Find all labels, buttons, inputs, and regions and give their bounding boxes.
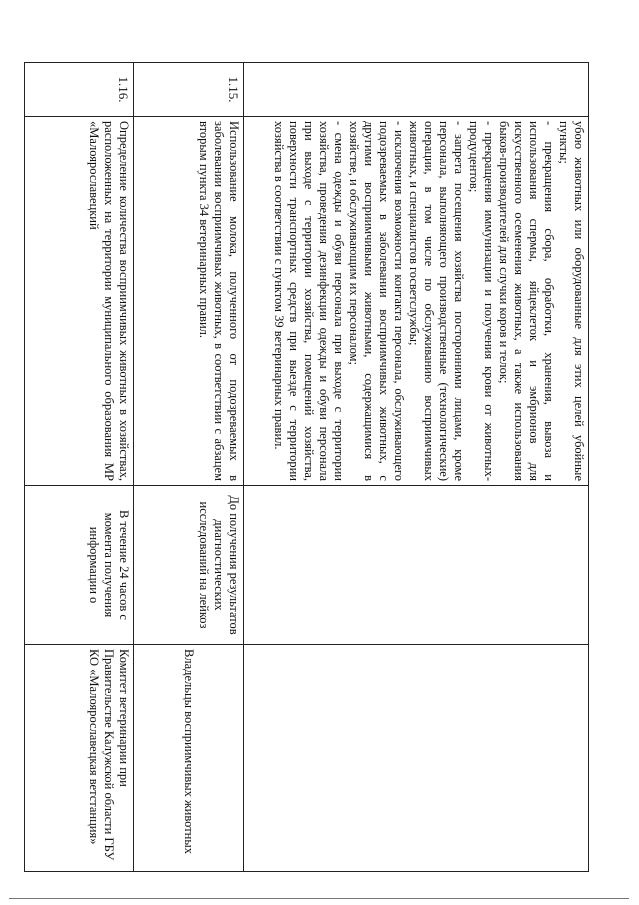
- action-text: - запрета посещения хозяйства посторонними лицами, кроме персонала, выполняющего производственные (технологические) операции, в том числе по обслуживанию восприимчивых животных, и специалистов госветслужбы;: [407, 121, 466, 481]
- term-cell: [244, 486, 589, 645]
- action-text: Определение количества восприимчивых животных в хозяйствах, расположенных на территории муниципального образования МР «Малоярославецкий: [87, 121, 131, 481]
- responsible-cell: Комитет ветеринарии при Правительстве Калужской области ГБУ КО «Малоярославецкая ветстанция»: [25, 645, 134, 872]
- table-row: [134, 63, 244, 872]
- action-text: - исключения возможности контакта персонала, обслуживающего подозреваемых в заболевании восприимчивых животных, с другими восприимчивыми животными, содержащимися в хозяйстве, и обслуживающим их персоналом;: [347, 121, 406, 481]
- table-row: [25, 63, 134, 872]
- row-number: 1.15.: [134, 63, 244, 117]
- measures-table: [24, 62, 589, 872]
- action-cell: [244, 117, 589, 486]
- row-number: [244, 63, 589, 117]
- action-text: Использование молока, полученного от подозреваемых в заболевании восприимчивых животных, в соответствии с абзацем вторым пункта 34 ветеринарных правил.: [197, 121, 241, 481]
- table-row: [244, 63, 589, 872]
- action-text: - прекращения сбора, обработки, хранения, вывоза и использования спермы, яйцеклеток и эмбрионов для искусственного осеменения животных, а также использования быков-производителей для случки коров и телок;: [497, 121, 556, 481]
- action-text: убою животных или оборудованные для этих целей убойные пункты;: [557, 121, 586, 481]
- action-cell: [134, 117, 244, 486]
- term-cell: В течение 24 часов с момента получения информации о: [25, 486, 134, 645]
- scan-edge-line: [9, 898, 629, 899]
- responsible-cell: Владельцы восприимчивых животных: [134, 645, 244, 872]
- term-cell: До получения результатов диагностических исследований на лейкоз: [134, 486, 244, 645]
- responsible-cell: [244, 645, 589, 872]
- action-cell: [25, 117, 134, 486]
- action-text: - прекращения иммунизации и получения крови от животных-продуцентов;: [467, 121, 496, 481]
- action-text: - смена одежды и обуви персонала при выходе с территории хозяйства, проведения дезинфекции одежды и обуви персонала при выходе с территории хозяйства, помещений хозяйства, поверхности транспортных средств при выезде с территории хозяйства в соответствии с пунктом 39 ветеринарных правил.: [272, 121, 346, 481]
- row-number: 1.16.: [25, 63, 134, 117]
